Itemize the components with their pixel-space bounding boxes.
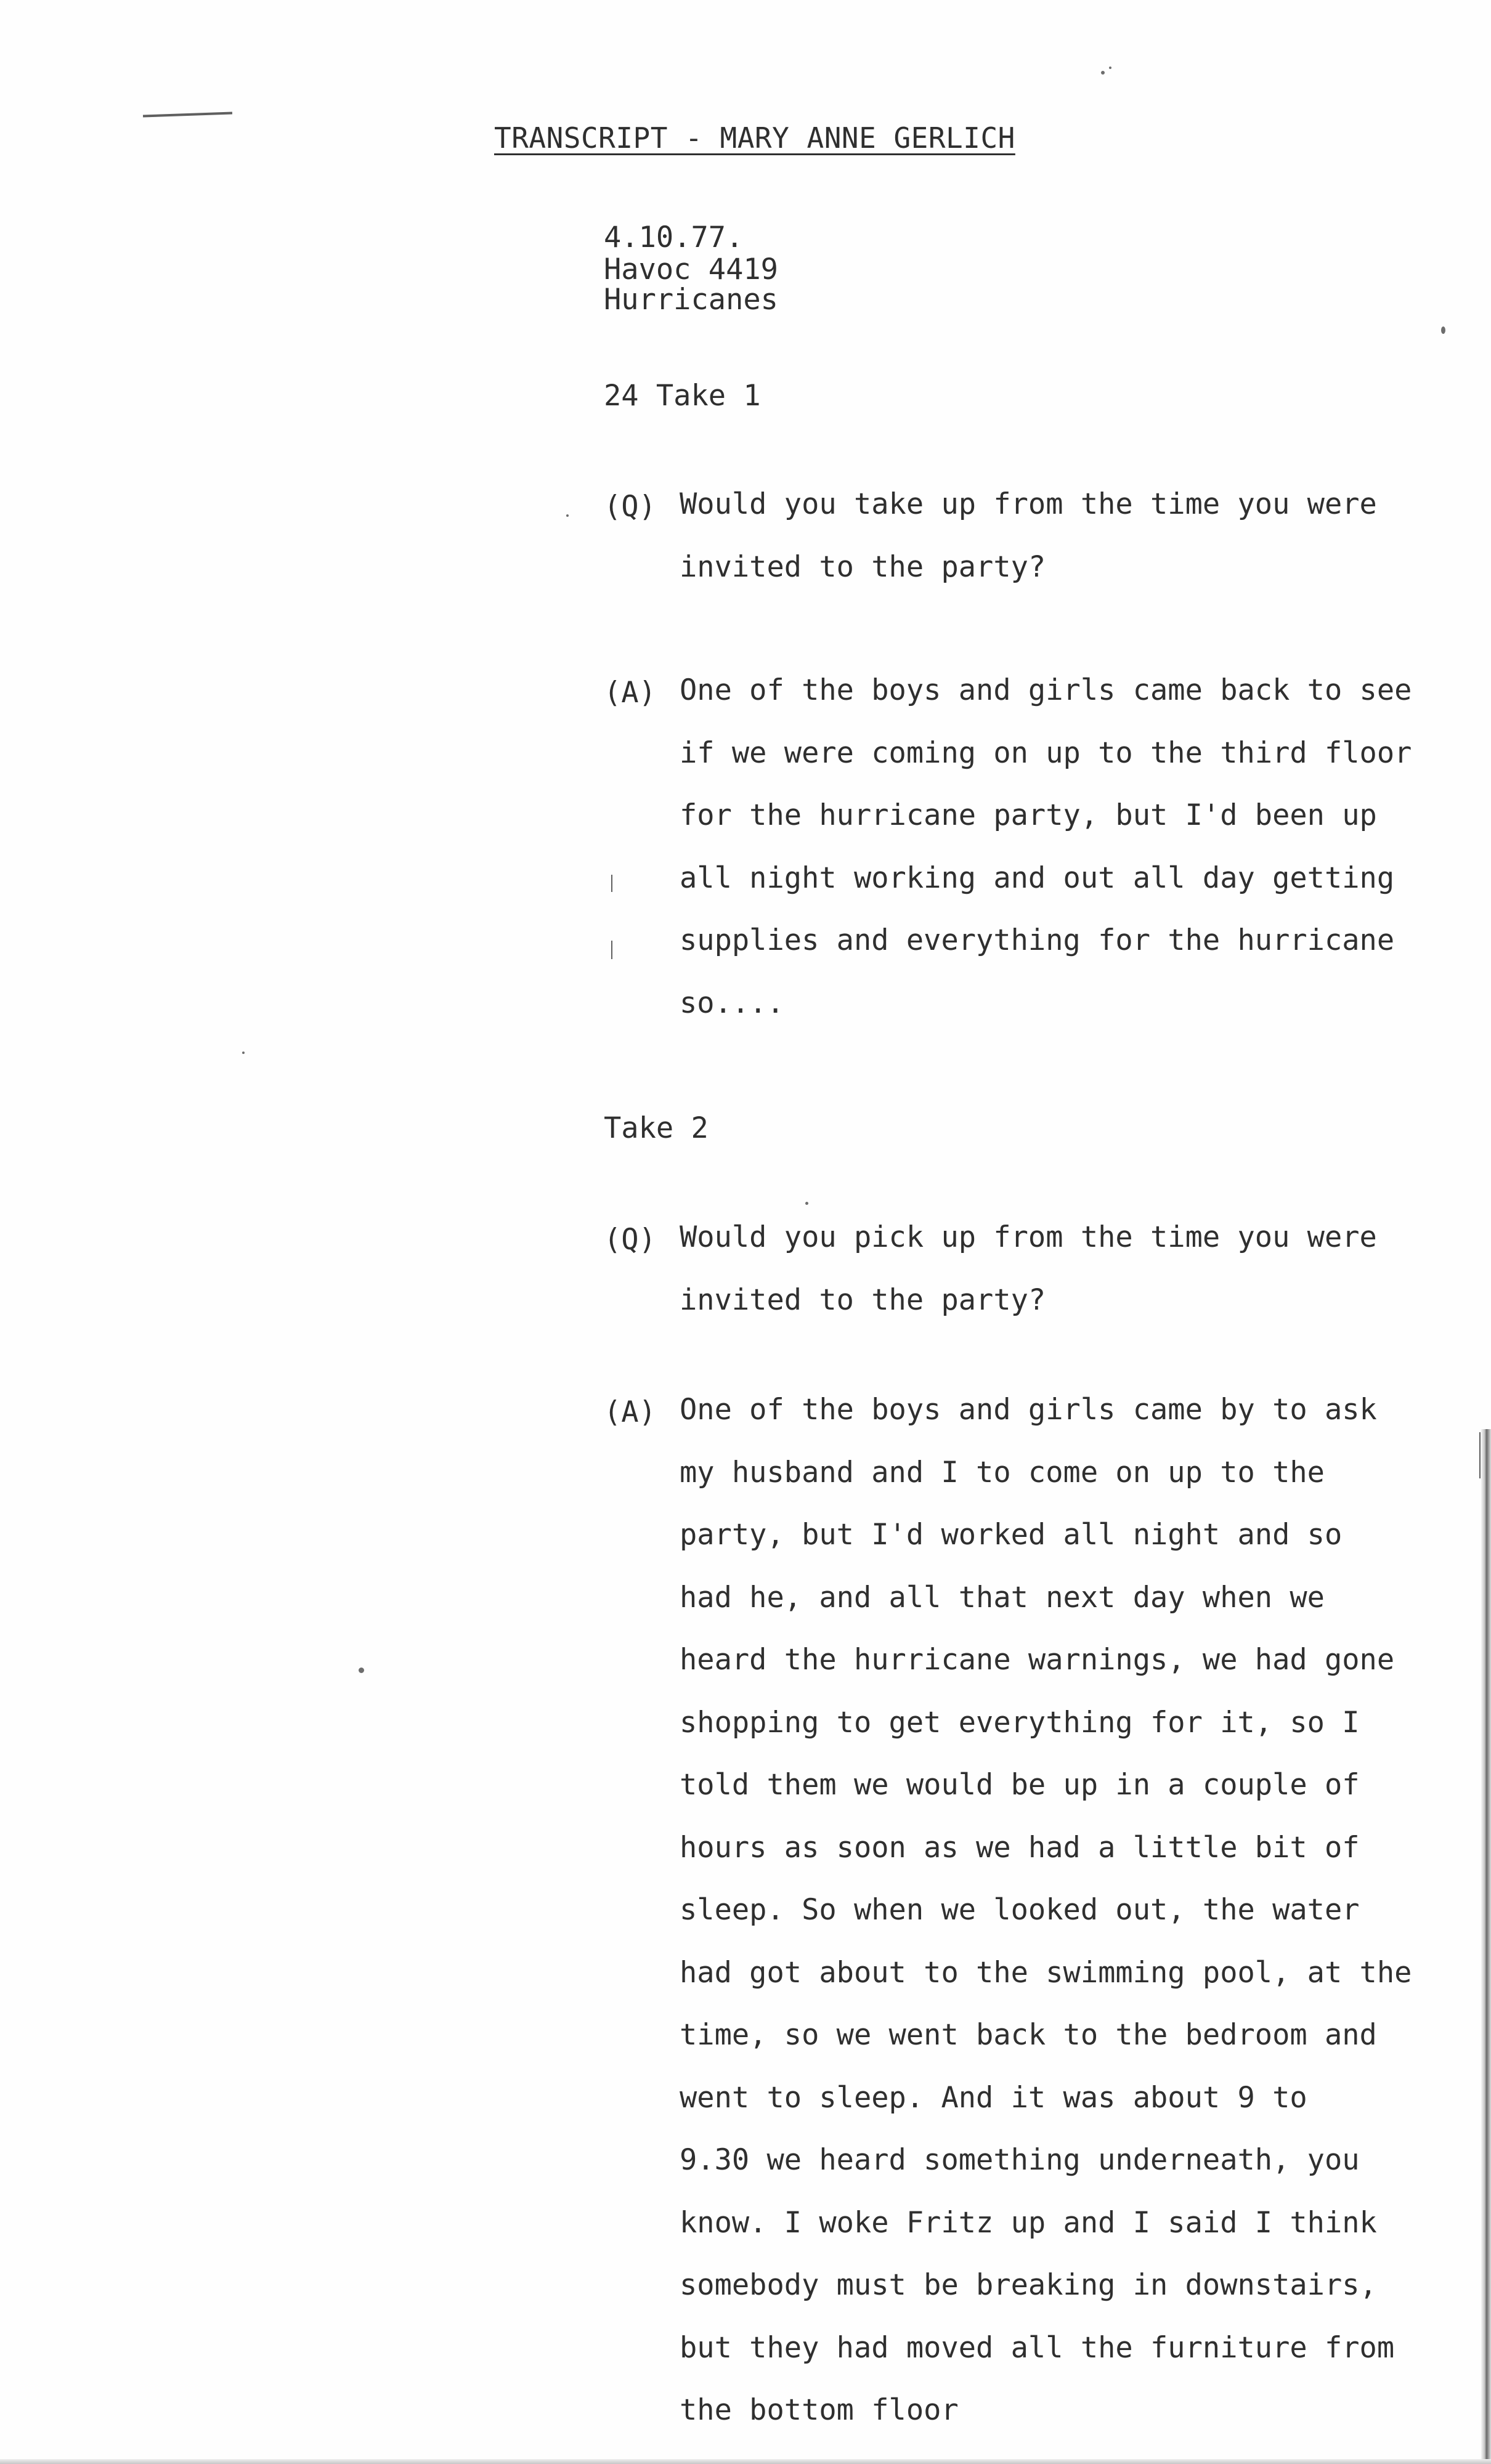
scan-speck — [359, 1668, 364, 1673]
scan-mark-right-edge — [1479, 1432, 1481, 1478]
answer-line: One of the boys and girls came back to see — [680, 673, 1412, 707]
answer-line: 9.30 we heard something underneath, you — [680, 2143, 1360, 2177]
answer-line: my husband and I to come on up to the — [680, 1455, 1325, 1489]
answer-line: party, but I'd worked all night and so — [680, 1518, 1343, 1552]
question-text — [680, 1220, 1377, 1348]
answer-text — [680, 673, 1412, 1051]
scan-speck — [1441, 326, 1445, 334]
answer-line: shopping to get everything for it, so I — [680, 1705, 1360, 1740]
question-text — [680, 487, 1377, 615]
answer-line: so.... — [680, 986, 784, 1020]
answer-text — [680, 1395, 1412, 2458]
answer-line: the bottom floor — [680, 2393, 959, 2427]
take-1-label: 24 Take 1 — [604, 379, 761, 413]
scan-speck — [242, 1052, 245, 1054]
answer-line: heard the hurricane warnings, we had gone — [680, 1643, 1395, 1677]
answer-line: if we were coming on up to the third floor — [680, 736, 1412, 770]
question-line: Would you take up from the time you were — [680, 487, 1377, 521]
scan-bottom-edge — [0, 2459, 1491, 2464]
question-line: invited to the party? — [680, 1283, 1046, 1317]
date-line: 4.10.77. — [604, 221, 744, 254]
answer-line: went to sleep. And it was about 9 to — [680, 2080, 1307, 2115]
take-2-label: Take 2 — [604, 1111, 709, 1145]
answer-line: had he, and all that next day when we — [680, 1580, 1325, 1615]
subject-line: Hurricanes — [604, 283, 778, 317]
answer-line: One of the boys and girls came by to ask — [680, 1393, 1377, 1427]
answer-line: time, so we went back to the bedroom and — [680, 2018, 1377, 2052]
reference-line: Havoc 4419 — [604, 253, 778, 286]
answer-line: supplies and everything for the hurricane — [680, 923, 1395, 957]
scan-speck — [1101, 71, 1105, 75]
answer-line: know. I woke Fritz up and I said I think — [680, 2205, 1377, 2240]
answer-line: hours as soon as we had a little bit of — [680, 1830, 1360, 1865]
question-line: Would you pick up from the time you were — [680, 1220, 1377, 1254]
answer-line: but they had moved all the furniture from — [680, 2330, 1395, 2365]
question-line: invited to the party? — [680, 549, 1046, 584]
answer-line: for the hurricane party, but I'd been up — [680, 798, 1377, 832]
scan-speck — [805, 1202, 808, 1205]
answer-prefix: (A) — [604, 676, 656, 710]
answer-line: somebody must be breaking in downstairs, — [680, 2268, 1377, 2302]
answer-line: had got about to the swimming pool, at the — [680, 1955, 1412, 1990]
question-prefix: (Q) — [604, 490, 656, 524]
transcript-title: TRANSCRIPT - MARY ANNE GERLICH — [494, 121, 1015, 155]
scan-mark-top-left — [143, 111, 232, 117]
question-prefix: (Q) — [604, 1223, 656, 1257]
scan-mark-left-margin — [611, 941, 612, 959]
scan-speck — [1109, 67, 1111, 69]
scan-mark-left-margin — [611, 875, 612, 892]
scan-speck — [566, 514, 569, 517]
scan-right-edge — [1481, 1429, 1491, 2464]
answer-prefix: (A) — [604, 1395, 656, 1429]
answer-line: told them we would be up in a couple of — [680, 1768, 1360, 1802]
answer-line: all night working and out all day getting — [680, 861, 1395, 895]
answer-line: sleep. So when we looked out, the water — [680, 1893, 1360, 1927]
